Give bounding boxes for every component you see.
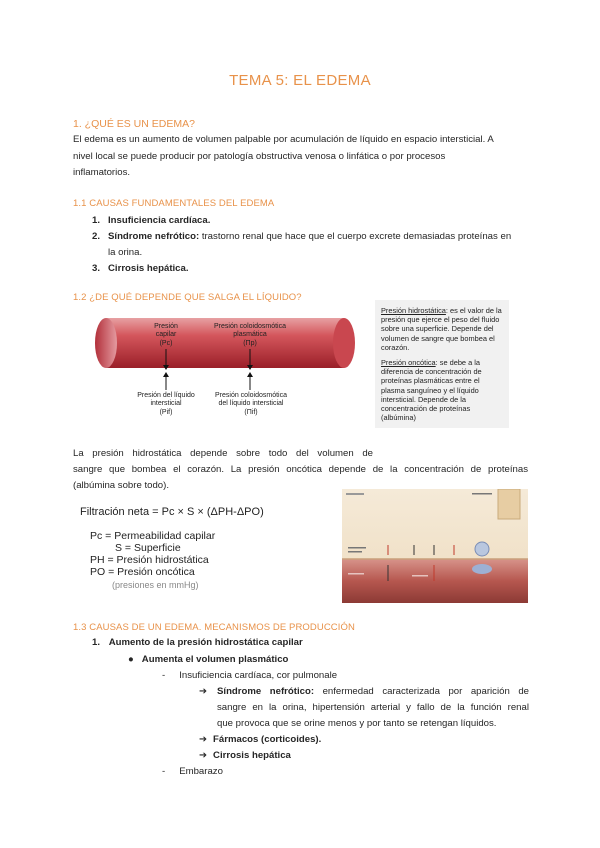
label-line: intersticial [150, 400, 182, 408]
para-line: inflamatorios. [73, 167, 131, 179]
list-number: 3. [92, 263, 101, 274]
label-line: Presión del líquido [137, 392, 195, 399]
list-item [92, 261, 532, 277]
list-number: 2. [92, 231, 101, 242]
arrow-item-3 [199, 748, 291, 764]
bullet-text: Aumenta el volumen plasmático [141, 654, 289, 665]
note-term: Presión hidrostática [381, 306, 446, 315]
formula-definitions [90, 530, 260, 590]
note-term: Presión oncótica [381, 358, 436, 368]
para-line: El edema es un aumento de volumen palpable por acumulación de líquido en espacio intersticial. A [73, 134, 494, 145]
label-line: Presión coloidosmótica [214, 323, 286, 330]
arrow-bold: Síndrome nefrótico: [217, 686, 315, 697]
arrow-icon: ➔ [199, 686, 208, 697]
list-number: 1. [92, 637, 101, 648]
list-item-text: la orina. [108, 247, 143, 258]
section-heading-1-1: 1.1 CAUSAS FUNDAMENTALES DEL EDEMA [73, 198, 275, 209]
section-heading-1: 1. ¿QUÉ ES UN EDEMA? [73, 118, 195, 130]
definitions-note [375, 300, 509, 428]
label-line: (Πp) [243, 339, 257, 347]
formula-row: S = Superficie [115, 542, 181, 554]
arrow-bold: Cirrosis hepática [213, 750, 291, 761]
label-pif [132, 392, 200, 417]
list-item-bold: Insuficiencia cardíaca. [108, 215, 211, 226]
arrow-bold: Fármacos (corticoides). [213, 734, 322, 745]
label-line: plasmática [233, 331, 267, 339]
label-line: (Πif) [244, 408, 258, 416]
formula-row: PO = Presión oncótica [90, 566, 195, 578]
section-heading-1-2: 1.2 ¿DE QUÉ DEPENDE QUE SALGA EL LÍQUIDO? [73, 292, 302, 303]
section12-para-line3: (albúmina sobre todo). [73, 480, 169, 491]
section-heading-1-3: 1.3 CAUSAS DE UN EDEMA. MECANISMOS DE PRODUCCIÓN [73, 622, 355, 633]
arrow-line [199, 684, 529, 700]
arrow-line: que provoca que se orine menos y por tanto se retengan líquidos. [217, 718, 497, 729]
dash-marker: - [162, 766, 166, 777]
arrow-line: sangre en la orina, hipertensión arterial y fallo de la función renal [217, 702, 529, 713]
causes-list [92, 213, 532, 277]
mechanism-item-1 [92, 635, 303, 651]
note-text: : se debe a la diferencia de concentración de proteínas plasmáticas entre el plasma sanguíneo y el líquido intersticial. Depende de la concentración de proteínas (albúmina) [381, 358, 482, 423]
capillary-figure [92, 312, 364, 424]
arrow-item-1 [199, 684, 529, 732]
bullet-dot: ● [128, 654, 134, 665]
list-item-text: trastorno renal que hace que el cuerpo excrete demasiadas proteínas en [199, 231, 512, 242]
interstitium-illustration [342, 489, 528, 603]
formula-row: Pc = Permeabilidad capilar [90, 530, 216, 542]
formula-unit: (presiones en mmHg) [112, 580, 199, 590]
note-text: : es el valor de la presión que ejerce el peso del fluido sobre una superficie. Depende del volumen de sangre que bombea el corazón. [381, 306, 502, 352]
formula-row: PH = Presión hidrostática [90, 554, 209, 566]
section12-para-line2: sangre que bombea el corazón. La presión oncótica depende de la concentración de proteínas [73, 464, 528, 475]
label-line: del líquido intersticial [218, 400, 284, 408]
list-item [92, 229, 532, 261]
label-pip [204, 323, 296, 348]
arrow-item-2 [199, 732, 321, 748]
label-line: (Pc) [159, 339, 173, 347]
list-item-bold: Cirrosis hepática. [108, 263, 189, 274]
arrow-text: enfermedad caracterizada por aparición de [314, 686, 529, 697]
label-line: Presión [154, 323, 178, 330]
label-line: (Pif) [159, 408, 173, 416]
list-number: 1. [92, 215, 101, 226]
section1-paragraph [73, 132, 528, 182]
bullet-item [128, 652, 288, 668]
mechanism-title: Aumento de la presión hidrostática capilar [108, 637, 303, 648]
dash-marker: - [162, 670, 166, 681]
para-line: nivel local se puede producir por patología obstructiva venosa o linfática o por procesos [73, 150, 446, 162]
dash-item [162, 764, 223, 780]
label-line: capilar [155, 331, 177, 339]
list-item-bold: Síndrome nefrótico: [108, 231, 200, 242]
label-pii [202, 392, 300, 417]
arrow-icon: ➔ [199, 750, 208, 761]
dash-text: Insuficiencia cardíaca, cor pulmonale [179, 670, 338, 681]
note-hydrostatic [381, 306, 503, 352]
dash-item [162, 668, 337, 684]
list-item [92, 213, 532, 229]
label-line: Presión coloidosmótica [215, 392, 287, 399]
note-oncotic [381, 358, 503, 422]
label-pc [136, 323, 196, 348]
page-title: TEMA 5: EL EDEMA [229, 72, 371, 89]
arrow-icon: ➔ [199, 734, 208, 745]
formula-head: Filtración neta = Pc × S × (ΔPH-ΔPO) [80, 506, 264, 518]
dash-text: Embarazo [179, 766, 223, 777]
interstitium-figure [342, 489, 528, 603]
filtration-formula [80, 506, 340, 518]
section12-para-line1: La presión hidrostática depende sobre todo del volumen de [73, 448, 373, 459]
